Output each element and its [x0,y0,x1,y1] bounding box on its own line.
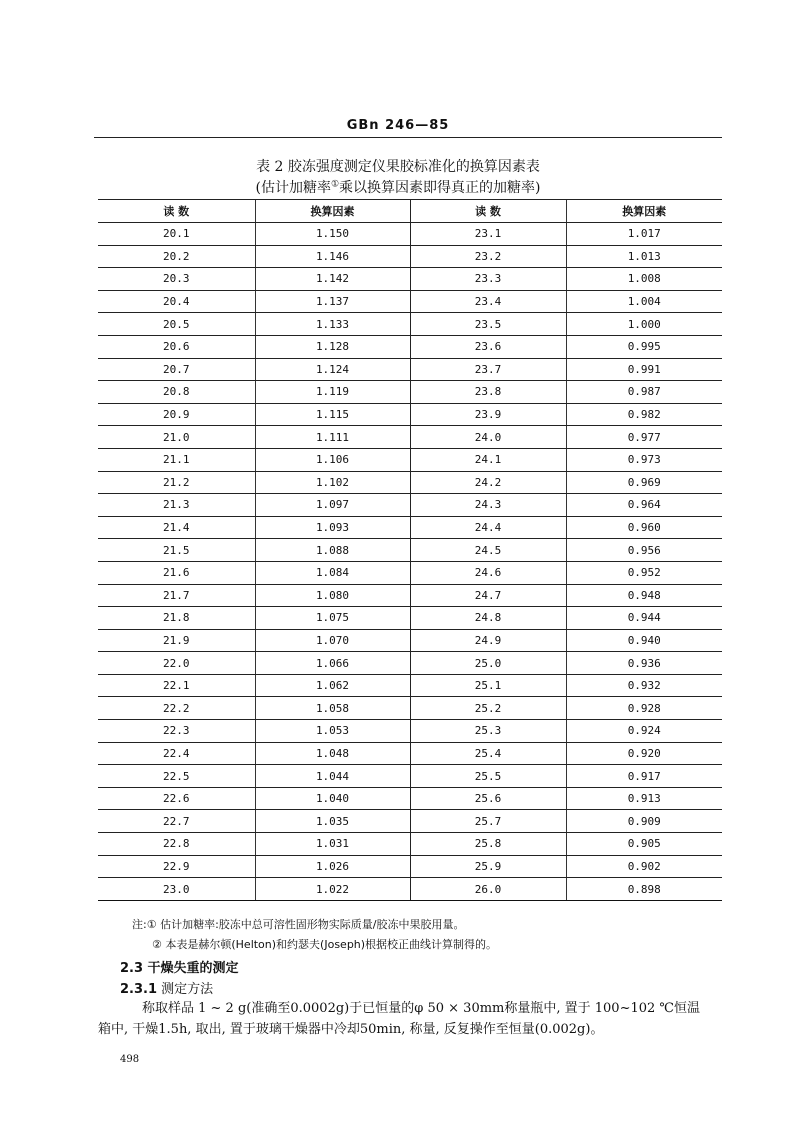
table-row [98,335,722,358]
header-factor-right: 换算因素 [566,200,722,223]
table-row [98,855,722,878]
subsection-heading [120,978,213,997]
table-row [98,358,722,381]
cell-reading-right: 24.9 [410,629,566,652]
cell-reading-left: 20.7 [98,358,255,381]
cell-factor-left: 1.070 [255,629,410,652]
method-paragraph [98,998,722,1040]
footnote-2: ② 本表是赫尔顿(Helton)和约瑟夫(Joseph)根据校正曲线计算制得的。 [152,938,498,951]
cell-reading-left: 22.6 [98,787,255,810]
header-rule [94,137,722,138]
cell-reading-right: 26.0 [410,878,566,901]
table-row [98,223,722,246]
cell-factor-left: 1.040 [255,787,410,810]
cell-factor-left: 1.146 [255,245,410,268]
table-row [98,629,722,652]
cell-factor-right: 1.017 [566,223,722,246]
cell-factor-left: 1.119 [255,381,410,404]
cell-reading-right: 25.8 [410,833,566,856]
table-row [98,561,722,584]
cell-reading-left: 20.4 [98,290,255,313]
cell-reading-right: 25.4 [410,742,566,765]
cell-factor-left: 1.150 [255,223,410,246]
cell-reading-left: 21.7 [98,584,255,607]
cell-factor-left: 1.097 [255,494,410,517]
cell-reading-right: 23.6 [410,335,566,358]
cell-factor-right: 1.008 [566,268,722,291]
table-row [98,516,722,539]
cell-factor-left: 1.102 [255,471,410,494]
cell-reading-left: 21.9 [98,629,255,652]
cell-factor-right: 0.936 [566,652,722,675]
cell-factor-right: 0.956 [566,539,722,562]
cell-reading-right: 25.1 [410,674,566,697]
cell-reading-right: 25.7 [410,810,566,833]
cell-reading-left: 21.5 [98,539,255,562]
cell-factor-right: 0.977 [566,426,722,449]
table-row [98,403,722,426]
cell-factor-left: 1.088 [255,539,410,562]
cell-factor-left: 1.115 [255,403,410,426]
table-row [98,810,722,833]
cell-reading-left: 22.5 [98,765,255,788]
table-row [98,607,722,630]
cell-reading-left: 21.3 [98,494,255,517]
cell-factor-right: 0.991 [566,358,722,381]
cell-factor-right: 0.932 [566,674,722,697]
table-row [98,833,722,856]
cell-factor-right: 0.920 [566,742,722,765]
table-row [98,494,722,517]
cell-reading-right: 25.6 [410,787,566,810]
cell-factor-left: 1.035 [255,810,410,833]
table-row [98,584,722,607]
standard-code-header: GBn 246—85 [346,118,450,133]
cell-reading-left: 20.2 [98,245,255,268]
cell-factor-left: 1.058 [255,697,410,720]
cell-reading-right: 23.4 [410,290,566,313]
cell-reading-left: 21.4 [98,516,255,539]
cell-factor-right: 1.000 [566,313,722,336]
cell-factor-left: 1.066 [255,652,410,675]
cell-reading-right: 25.5 [410,765,566,788]
cell-reading-left: 23.0 [98,878,255,901]
table-row [98,674,722,697]
cell-reading-right: 24.1 [410,448,566,471]
footnote-marker: ① [330,179,340,190]
caption-subtitle-pre: (估计加糖率 [255,180,331,196]
header-factor-left: 换算因素 [255,200,410,223]
cell-factor-right: 0.944 [566,607,722,630]
cell-reading-right: 23.8 [410,381,566,404]
cell-reading-right: 23.5 [410,313,566,336]
cell-factor-right: 0.924 [566,720,722,743]
cell-reading-left: 20.8 [98,381,255,404]
cell-factor-left: 1.062 [255,674,410,697]
cell-factor-right: 0.905 [566,833,722,856]
cell-factor-right: 0.948 [566,584,722,607]
cell-factor-right: 0.928 [566,697,722,720]
cell-reading-right: 25.3 [410,720,566,743]
cell-factor-left: 1.142 [255,268,410,291]
cell-factor-right: 1.013 [566,245,722,268]
cell-factor-right: 1.004 [566,290,722,313]
cell-factor-left: 1.084 [255,561,410,584]
cell-factor-right: 0.952 [566,561,722,584]
cell-factor-right: 0.969 [566,471,722,494]
cell-reading-left: 21.6 [98,561,255,584]
cell-factor-right: 0.909 [566,810,722,833]
table-row [98,539,722,562]
cell-reading-left: 22.4 [98,742,255,765]
cell-factor-left: 1.022 [255,878,410,901]
caption-subtitle-post: 乘以换算因素即得真正的加糖率) [339,180,541,196]
cell-reading-right: 23.2 [410,245,566,268]
table-caption-subtitle [0,177,796,197]
table-caption-title: 表 2 胶冻强度测定仪果胶标准化的换算因素表 [256,159,540,175]
cell-factor-right: 0.982 [566,403,722,426]
cell-reading-right: 24.6 [410,561,566,584]
cell-factor-right: 0.973 [566,448,722,471]
cell-reading-right: 25.9 [410,855,566,878]
table-row [98,471,722,494]
table-row [98,426,722,449]
table-row [98,787,722,810]
cell-reading-left: 21.8 [98,607,255,630]
cell-factor-left: 1.128 [255,335,410,358]
cell-reading-left: 22.3 [98,720,255,743]
cell-reading-left: 20.5 [98,313,255,336]
table-row [98,742,722,765]
cell-reading-right: 24.7 [410,584,566,607]
cell-reading-left: 20.9 [98,403,255,426]
header-reading-left: 读 数 [98,200,255,223]
table-row [98,697,722,720]
subsection-number: 2.3.1 [120,982,158,997]
cell-reading-right: 25.0 [410,652,566,675]
footnote-1: 注:① 估计加糖率:胶冻中总可溶性固形物实际质量/胶冻中果胶用量。 [132,918,465,931]
cell-factor-left: 1.044 [255,765,410,788]
subsection-title: 测定方法 [161,982,214,997]
cell-factor-right: 0.995 [566,335,722,358]
cell-reading-left: 22.9 [98,855,255,878]
conversion-factor-table [98,199,722,901]
table-row [98,765,722,788]
cell-reading-left: 22.8 [98,833,255,856]
cell-factor-right: 0.964 [566,494,722,517]
cell-reading-right: 24.5 [410,539,566,562]
table-header-row [98,200,722,223]
table-row [98,290,722,313]
header-reading-right: 读 数 [410,200,566,223]
cell-factor-left: 1.053 [255,720,410,743]
cell-factor-right: 0.940 [566,629,722,652]
cell-factor-left: 1.048 [255,742,410,765]
cell-reading-left: 21.1 [98,448,255,471]
cell-factor-left: 1.137 [255,290,410,313]
cell-reading-left: 22.7 [98,810,255,833]
cell-reading-left: 20.1 [98,223,255,246]
cell-factor-right: 0.917 [566,765,722,788]
method-line-2: 箱中, 干燥1.5h, 取出, 置于玻璃干燥器中冷却50min, 称量, 反复操作至恒量(0.002g)。 [98,1022,604,1037]
cell-factor-left: 1.093 [255,516,410,539]
cell-factor-left: 1.080 [255,584,410,607]
cell-factor-right: 0.902 [566,855,722,878]
cell-reading-left: 22.1 [98,674,255,697]
cell-reading-left: 21.0 [98,426,255,449]
cell-reading-right: 24.8 [410,607,566,630]
method-line-1: 称取样品 1 ~ 2 g(准确至0.0002g)于已恒量的φ 50 × 30mm称量瓶中, 置于 100~102 ℃恒温 [142,1001,700,1016]
table-row [98,720,722,743]
table-row [98,268,722,291]
cell-reading-right: 23.9 [410,403,566,426]
cell-factor-left: 1.133 [255,313,410,336]
cell-factor-right: 0.913 [566,787,722,810]
page-number: 498 [120,1054,140,1065]
cell-factor-right: 0.898 [566,878,722,901]
cell-reading-right: 23.1 [410,223,566,246]
cell-factor-left: 1.106 [255,448,410,471]
section-heading: 2.3 干燥失重的测定 [120,961,239,976]
cell-factor-left: 1.075 [255,607,410,630]
cell-reading-left: 21.2 [98,471,255,494]
cell-factor-left: 1.026 [255,855,410,878]
cell-factor-left: 1.031 [255,833,410,856]
cell-reading-left: 22.2 [98,697,255,720]
table-row [98,313,722,336]
table-row [98,652,722,675]
cell-factor-right: 0.987 [566,381,722,404]
table-row [98,245,722,268]
cell-reading-right: 23.7 [410,358,566,381]
cell-factor-left: 1.111 [255,426,410,449]
cell-reading-right: 23.3 [410,268,566,291]
cell-reading-left: 22.0 [98,652,255,675]
cell-reading-left: 20.6 [98,335,255,358]
cell-factor-left: 1.124 [255,358,410,381]
cell-reading-right: 24.3 [410,494,566,517]
table-row [98,878,722,901]
cell-reading-right: 25.2 [410,697,566,720]
cell-factor-right: 0.960 [566,516,722,539]
cell-reading-left: 20.3 [98,268,255,291]
cell-reading-right: 24.0 [410,426,566,449]
table-row [98,381,722,404]
table-row [98,448,722,471]
cell-reading-right: 24.2 [410,471,566,494]
cell-reading-right: 24.4 [410,516,566,539]
